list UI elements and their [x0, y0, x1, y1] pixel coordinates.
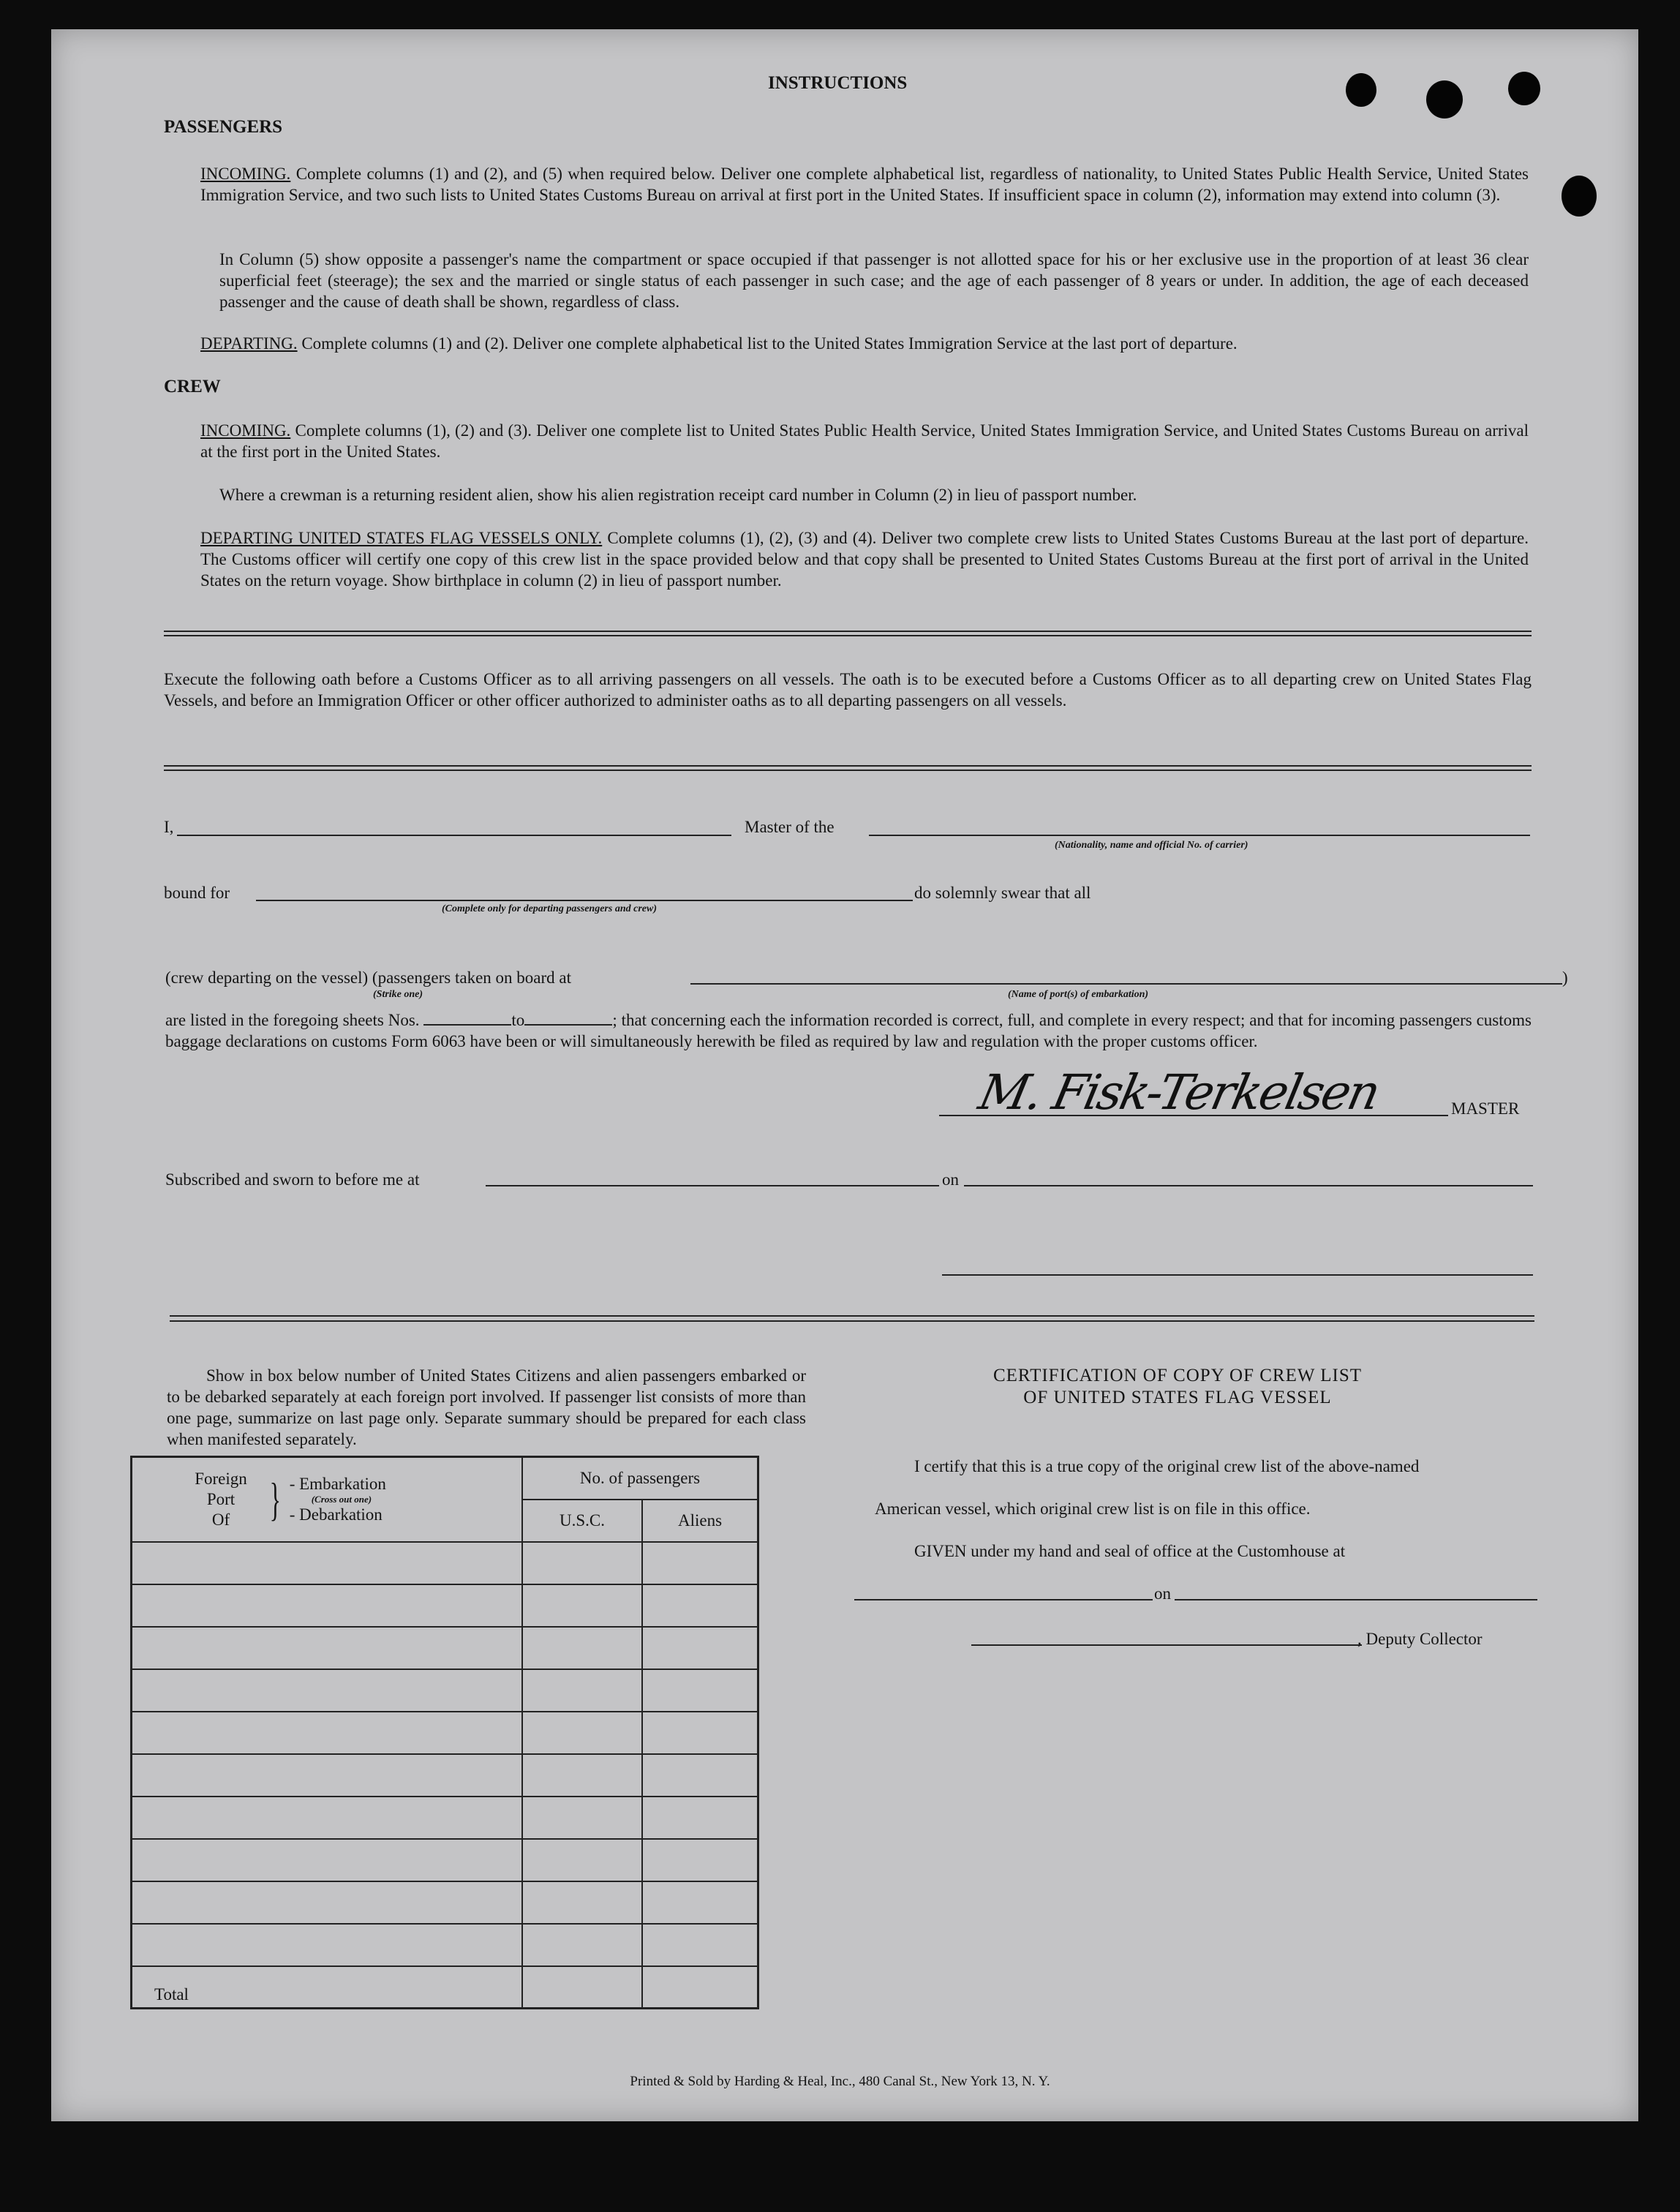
punch-hole	[1426, 80, 1463, 118]
port-cell[interactable]	[132, 1542, 523, 1584]
port-label: Port	[206, 1489, 236, 1508]
sheet-to-field[interactable]	[524, 1011, 612, 1026]
usc-cell[interactable]	[522, 1881, 642, 1924]
certification-title-line2: OF UNITED STATES FLAG VESSEL	[1023, 1388, 1332, 1407]
table-row	[132, 1924, 758, 1966]
aliens-cell[interactable]	[642, 1839, 758, 1881]
bound-for-field[interactable]	[256, 900, 913, 901]
aliens-cell[interactable]	[642, 1669, 758, 1712]
crew-departing-text: Complete columns (1), (2), (3) and (4). Deliver two complete crew lists to United States Customs Bureau at the last port of departure. The Customs officer will certify one copy of this crew list in the space provided below and that copy shall be presented to United States Customs Bureau at the first port of arrival in the United States on the return voyage. Show birthplace in column (2) in lieu of passport number.	[200, 529, 1529, 590]
master-of-label: Master of the	[745, 818, 835, 836]
swear-text: do solemnly swear that all	[914, 884, 1091, 902]
close-paren: )	[1562, 968, 1568, 987]
aliens-cell[interactable]	[642, 1881, 758, 1924]
listed-text	[165, 1009, 1532, 1052]
port-cell[interactable]	[132, 1881, 523, 1924]
table-row	[132, 1881, 758, 1924]
divider	[164, 631, 1532, 632]
no-of-passengers-header: No. of passengers	[522, 1457, 758, 1500]
passenger-summary-table	[130, 1456, 759, 2009]
of-label: Of	[211, 1510, 230, 1529]
certification-date-field[interactable]	[1175, 1599, 1537, 1600]
usc-total-cell[interactable]	[522, 1966, 642, 2009]
total-row	[132, 1966, 758, 2009]
usc-cell[interactable]	[522, 1669, 642, 1712]
punch-hole	[1346, 73, 1376, 107]
port-cell[interactable]	[132, 1754, 523, 1797]
aliens-cell[interactable]	[642, 1627, 758, 1669]
table-row	[132, 1712, 758, 1754]
listed-prefix: are listed in the foregoing sheets Nos.	[165, 1011, 420, 1029]
table-row	[132, 1542, 758, 1584]
carrier-field[interactable]	[869, 835, 1530, 836]
usc-cell[interactable]	[522, 1924, 642, 1966]
officer-signature-field[interactable]	[942, 1274, 1533, 1276]
bound-caption: (Complete only for departing passengers and crew)	[442, 903, 657, 914]
usc-cell[interactable]	[522, 1584, 642, 1627]
strike-one-caption: (Strike one)	[373, 989, 423, 1000]
sworn-date-field[interactable]	[964, 1185, 1533, 1186]
certification-text3: GIVEN under my hand and seal of office at the Customhouse at	[914, 1542, 1346, 1560]
certification-text2: American vessel, which original crew list is on file in this office.	[875, 1500, 1311, 1518]
customhouse-field[interactable]	[854, 1599, 1153, 1600]
port-cell[interactable]	[132, 1584, 523, 1627]
crew-incoming-label: INCOMING.	[200, 421, 291, 440]
usc-cell[interactable]	[522, 1839, 642, 1881]
table-row	[132, 1584, 758, 1627]
column5-text: In Column (5) show opposite a passenger's name the compartment or space occupied if that passenger is not allotted space for his or her exclusive use in the proportion of at least 36 clear superficial feet (steerage); the sex and the married or single status of each passenger in such case; and the age of each passenger of 8 years or under. In addition, the age of each deceased passenger and the cause of death shall be shown, regardless of class.	[219, 250, 1529, 311]
usc-cell[interactable]	[522, 1627, 642, 1669]
port-header: Foreign Port Of } - Embarkation (Cross out one) - Debarkation	[132, 1457, 523, 1542]
master-name-field[interactable]	[177, 835, 731, 836]
crew-departing-label: DEPARTING UNITED STATES FLAG VESSELS ONLY.	[200, 529, 603, 547]
cross-out-caption: (Cross out one)	[311, 1493, 372, 1505]
punch-hole	[1562, 176, 1597, 217]
crew-heading: CREW	[164, 377, 221, 396]
subscribed-label: Subscribed and sworn to before me at	[165, 1170, 420, 1189]
port-cell[interactable]	[132, 1627, 523, 1669]
carrier-caption: (Nationality, name and official No. of carrier)	[1055, 840, 1248, 851]
embarkation-port-field[interactable]	[690, 983, 1562, 985]
usc-cell[interactable]	[522, 1712, 642, 1754]
sworn-place-field[interactable]	[486, 1185, 939, 1186]
port-cell[interactable]	[132, 1797, 523, 1839]
certification-text1: I certify that this is a true copy of the original crew list of the above-named	[914, 1457, 1420, 1475]
signature-line	[939, 1115, 1448, 1116]
debarkation-label: - Debarkation	[289, 1505, 383, 1524]
crew-incoming	[200, 420, 1529, 462]
port-cell[interactable]	[132, 1839, 523, 1881]
aliens-cell[interactable]	[642, 1584, 758, 1627]
departing-text: Complete columns (1) and (2). Deliver one complete alphabetical list to the United States Immigration Service at the last port of departure.	[301, 334, 1238, 353]
foreign-label: Foreign	[195, 1469, 247, 1488]
certification-on-label: on	[1154, 1584, 1171, 1603]
punch-hole	[1508, 72, 1540, 105]
table-row	[132, 1797, 758, 1839]
deputy-collector-field[interactable]	[971, 1644, 1362, 1646]
aliens-header: Aliens	[642, 1500, 758, 1542]
aliens-total-cell[interactable]	[642, 1966, 758, 2009]
printer-footer: Printed & Sold by Harding & Heal, Inc., 480 Canal St., New York 13, N. Y.	[630, 2074, 1050, 2089]
master-label: MASTER	[1451, 1099, 1520, 1118]
table-row	[132, 1669, 758, 1712]
sworn-on-label: on	[942, 1170, 959, 1189]
incoming-label: INCOMING.	[200, 165, 291, 183]
certification-title	[848, 1365, 1507, 1409]
to-label: to	[511, 1011, 525, 1029]
divider	[164, 765, 1532, 767]
divider	[164, 635, 1532, 636]
table-row	[132, 1754, 758, 1797]
passengers-incoming	[200, 163, 1529, 206]
divider	[170, 1320, 1534, 1322]
divider	[164, 770, 1532, 771]
port-caption: (Name of port(s) of embarkation)	[1008, 989, 1149, 1000]
embarkation-label: - Embarkation	[289, 1474, 386, 1493]
crew-incoming-text: Complete columns (1), (2) and (3). Deliver one complete list to United States Public Health Service, United States Immigration Service, and United States Customs Bureau on arrival at the first port in the United States.	[200, 421, 1529, 461]
crew-departing	[200, 527, 1529, 591]
aliens-cell[interactable]	[642, 1754, 758, 1797]
port-cell[interactable]	[132, 1712, 523, 1754]
usc-cell[interactable]	[522, 1754, 642, 1797]
crew-passengers-text: (crew departing on the vessel) (passengers taken on board at	[165, 968, 571, 987]
total-label: Total	[132, 1966, 523, 2009]
deputy-collector-label: , Deputy Collector	[1357, 1630, 1483, 1648]
page-title: INSTRUCTIONS	[768, 73, 908, 93]
bound-for-label: bound for	[164, 884, 230, 902]
aliens-cell[interactable]	[642, 1797, 758, 1839]
i-label: I,	[164, 818, 174, 836]
alien-text: Where a crewman is a returning resident alien, show his alien registration receipt card number in Column (2) in lieu of passport number.	[219, 486, 1137, 504]
table-row	[132, 1839, 758, 1881]
oath-intro: Execute the following oath before a Customs Officer as to all arriving passengers on all vessels. The oath is to be executed before a Customs Officer as to all departing crew on United States Flag Vessels, and before an Immigration Officer or other officer authorized to administer oaths as to all departing passengers on all vessels.	[164, 670, 1532, 710]
divider	[170, 1315, 1534, 1317]
departing-label: DEPARTING.	[200, 334, 298, 353]
port-cell[interactable]	[132, 1669, 523, 1712]
passengers-heading: PASSENGERS	[164, 117, 283, 137]
usc-cell[interactable]	[522, 1542, 642, 1584]
aliens-cell[interactable]	[642, 1542, 758, 1584]
usc-header: U.S.C.	[522, 1500, 642, 1542]
usc-cell[interactable]	[522, 1797, 642, 1839]
aliens-cell[interactable]	[642, 1924, 758, 1966]
sheet-from-field[interactable]	[423, 1011, 511, 1026]
passengers-departing	[200, 333, 1529, 354]
table-row	[132, 1627, 758, 1669]
certification-title-line1: CERTIFICATION OF COPY OF CREW LIST	[992, 1366, 1363, 1385]
port-cell[interactable]	[132, 1924, 523, 1966]
incoming-text: Complete columns (1) and (2), and (5) when required below. Deliver one complete alphabetical list, regardless of nationality, to United States Public Health Service, United States Immigration Service, and two such lists to United States Customs Bureau on arrival at first port in the United States. If insufficient space in column (2), information may extend into column (3).	[200, 165, 1529, 204]
aliens-cell[interactable]	[642, 1712, 758, 1754]
listed-rest: ; that concerning each the information recorded is correct, full, and complete in every respect; and that for incoming passengers customs baggage declarations on customs Form 6063 have been or will simultaneously herewith be filed as required by law and regulation with the proper customs officer.	[165, 1011, 1532, 1050]
master-signature: M. Fisk-Terkelsen	[973, 1064, 1384, 1121]
summary-instructions: Show in box below number of United States Citizens and alien passengers embarked or to be debarked separately at each foreign port involved. If passenger list consists of more than one page, summarize on last page only. Separate summary should be prepared for each class when manifested separately.	[167, 1366, 806, 1448]
